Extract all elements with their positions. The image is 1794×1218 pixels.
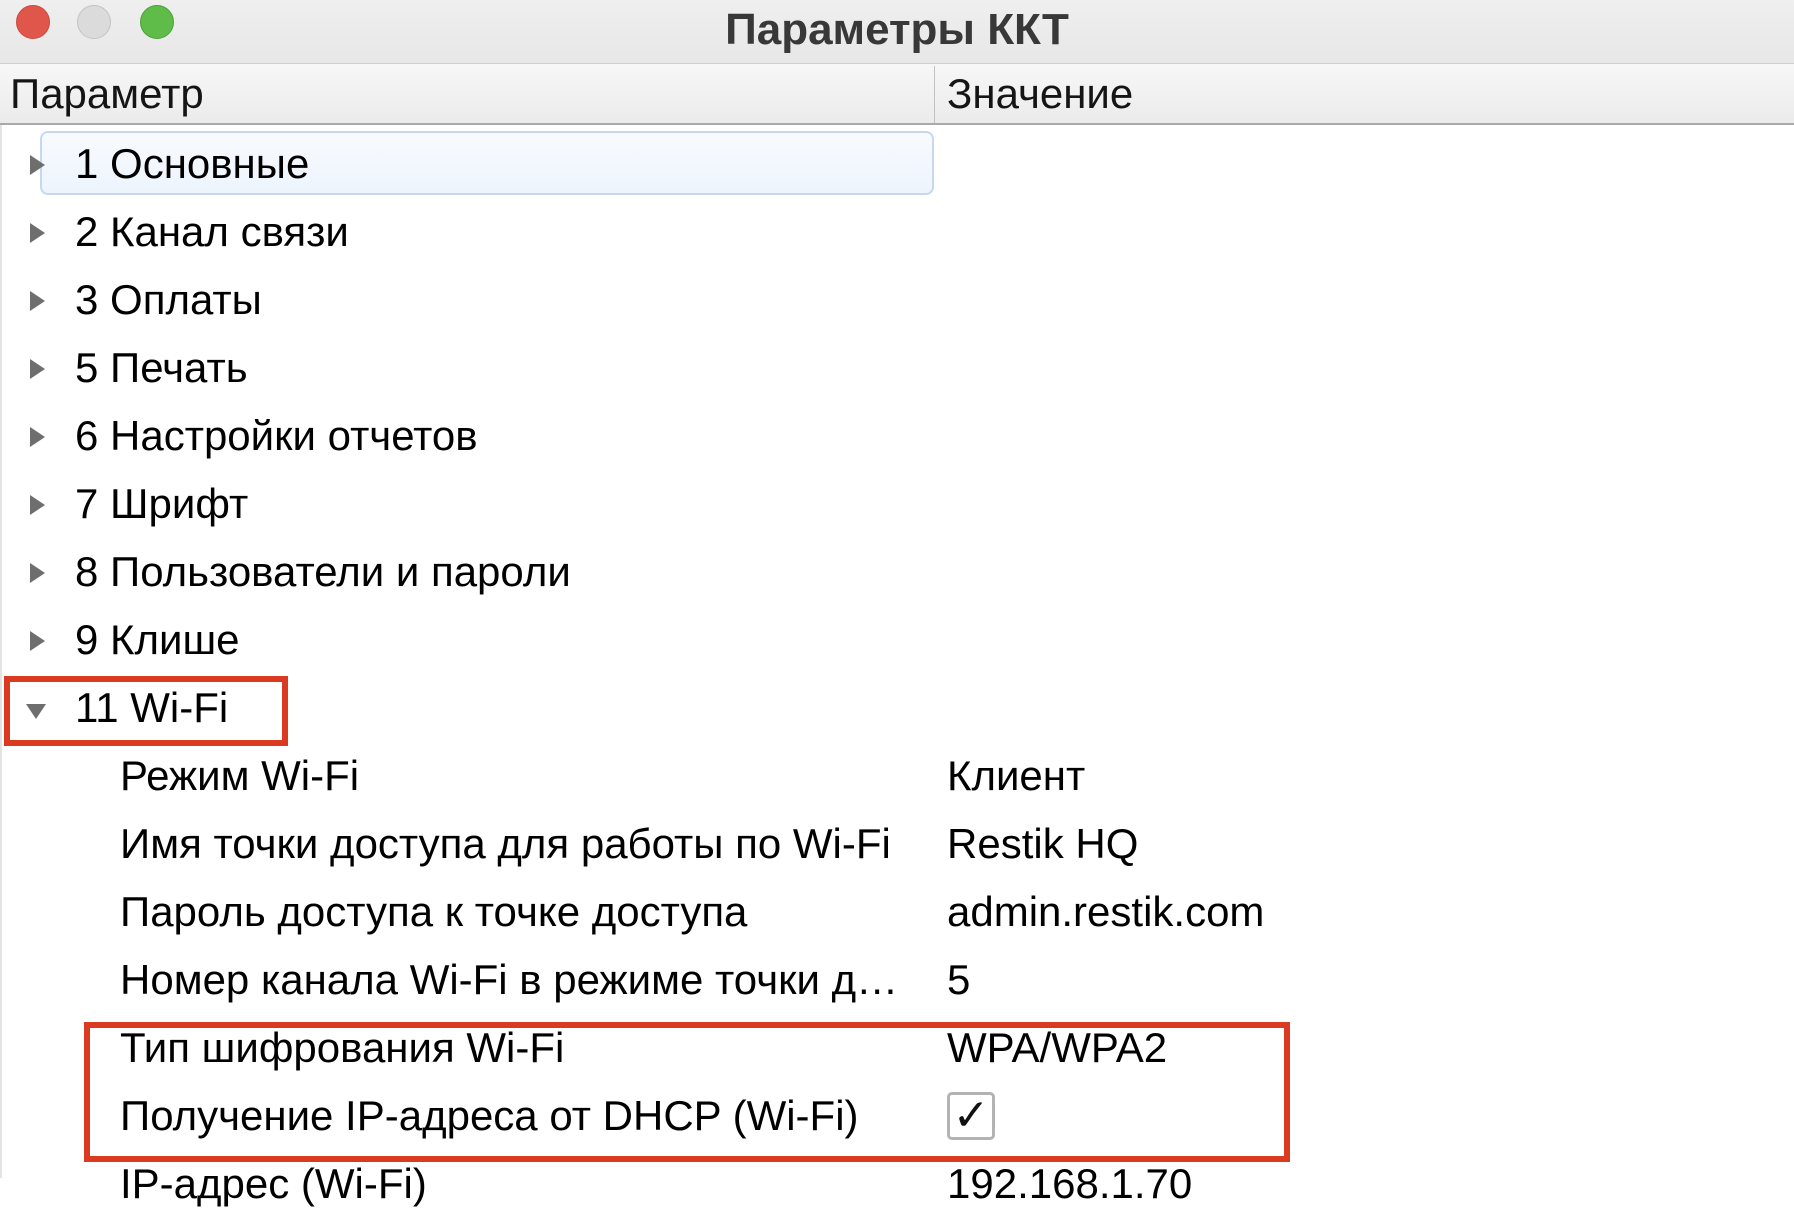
dhcp-checkbox[interactable]: ✓ xyxy=(947,1092,995,1140)
row-label: Режим Wi-Fi xyxy=(120,752,360,799)
row-label: 2 Канал связи xyxy=(75,208,349,255)
row-label: 11 Wi-Fi xyxy=(75,684,229,731)
disclosure-triangle-icon[interactable] xyxy=(30,495,45,515)
row-label: IP-адрес (Wi-Fi) xyxy=(120,1160,427,1207)
disclosure-triangle-icon[interactable] xyxy=(30,427,45,447)
row-value[interactable]: 192.168.1.70 xyxy=(947,1160,1193,1207)
disclosure-triangle-icon[interactable] xyxy=(30,631,45,651)
tree-row-wifi-ap-name[interactable] xyxy=(0,810,1794,878)
row-value[interactable]: 5 xyxy=(947,956,971,1003)
tree-row-wifi-channel[interactable] xyxy=(0,946,1794,1014)
row-value[interactable]: admin.restik.com xyxy=(947,888,1265,935)
row-label: Получение IP-адреса от DHCP (Wi-Fi) xyxy=(120,1092,859,1139)
row-label: 5 Печать xyxy=(75,344,248,391)
row-value[interactable]: WPA/WPA2 xyxy=(947,1024,1168,1071)
disclosure-triangle-icon[interactable] xyxy=(30,359,45,379)
disclosure-triangle-icon[interactable] xyxy=(30,155,45,175)
tree-row-oplaty[interactable] xyxy=(0,266,1794,334)
row-label: 1 Основные xyxy=(75,140,310,187)
tree-row-pechat[interactable] xyxy=(0,334,1794,402)
row-label: 6 Настройки отчетов xyxy=(75,412,478,459)
row-value[interactable]: Restik HQ xyxy=(947,820,1139,867)
row-label: Тип шифрования Wi-Fi xyxy=(120,1024,565,1071)
row-label: Пароль доступа к точке доступа xyxy=(120,888,748,935)
tree-row-polzovateli-i-paroli[interactable] xyxy=(0,538,1794,606)
row-label: Номер канала Wi-Fi в режиме точки д… xyxy=(120,956,899,1003)
tree-row-osnovnye[interactable] xyxy=(0,130,1794,198)
row-label: 3 Оплаты xyxy=(75,276,262,323)
disclosure-triangle-icon[interactable] xyxy=(30,223,45,243)
row-label: 8 Пользователи и пароли xyxy=(75,548,571,595)
column-header-parameter[interactable]: Параметр xyxy=(10,70,204,117)
column-divider[interactable] xyxy=(934,66,935,123)
annotation-rectangle-wifi-group xyxy=(4,676,288,746)
row-label: 9 Клише xyxy=(75,616,240,663)
row-label: 7 Шрифт xyxy=(75,480,249,527)
table-header xyxy=(0,64,1794,125)
tree-row-wifi-password[interactable] xyxy=(0,878,1794,946)
disclosure-triangle-icon[interactable] xyxy=(30,291,45,311)
tree-row-kanal-svyazi[interactable] xyxy=(0,198,1794,266)
tree-row-klishe[interactable] xyxy=(0,606,1794,674)
window-titlebar xyxy=(0,0,1794,64)
row-label: Имя точки доступа для работы по Wi-Fi xyxy=(120,820,891,867)
disclosure-triangle-icon[interactable] xyxy=(30,563,45,583)
column-header-value[interactable]: Значение xyxy=(947,70,1134,117)
tree-row-shrift[interactable] xyxy=(0,470,1794,538)
window-title: Параметры ККТ xyxy=(725,5,1069,54)
tree-row-wifi-mode[interactable] xyxy=(0,742,1794,810)
annotation-rectangle-encryption-dhcp xyxy=(84,1022,1290,1162)
tree-row-nastroyki-otchetov[interactable] xyxy=(0,402,1794,470)
row-value[interactable]: Клиент xyxy=(947,752,1086,799)
